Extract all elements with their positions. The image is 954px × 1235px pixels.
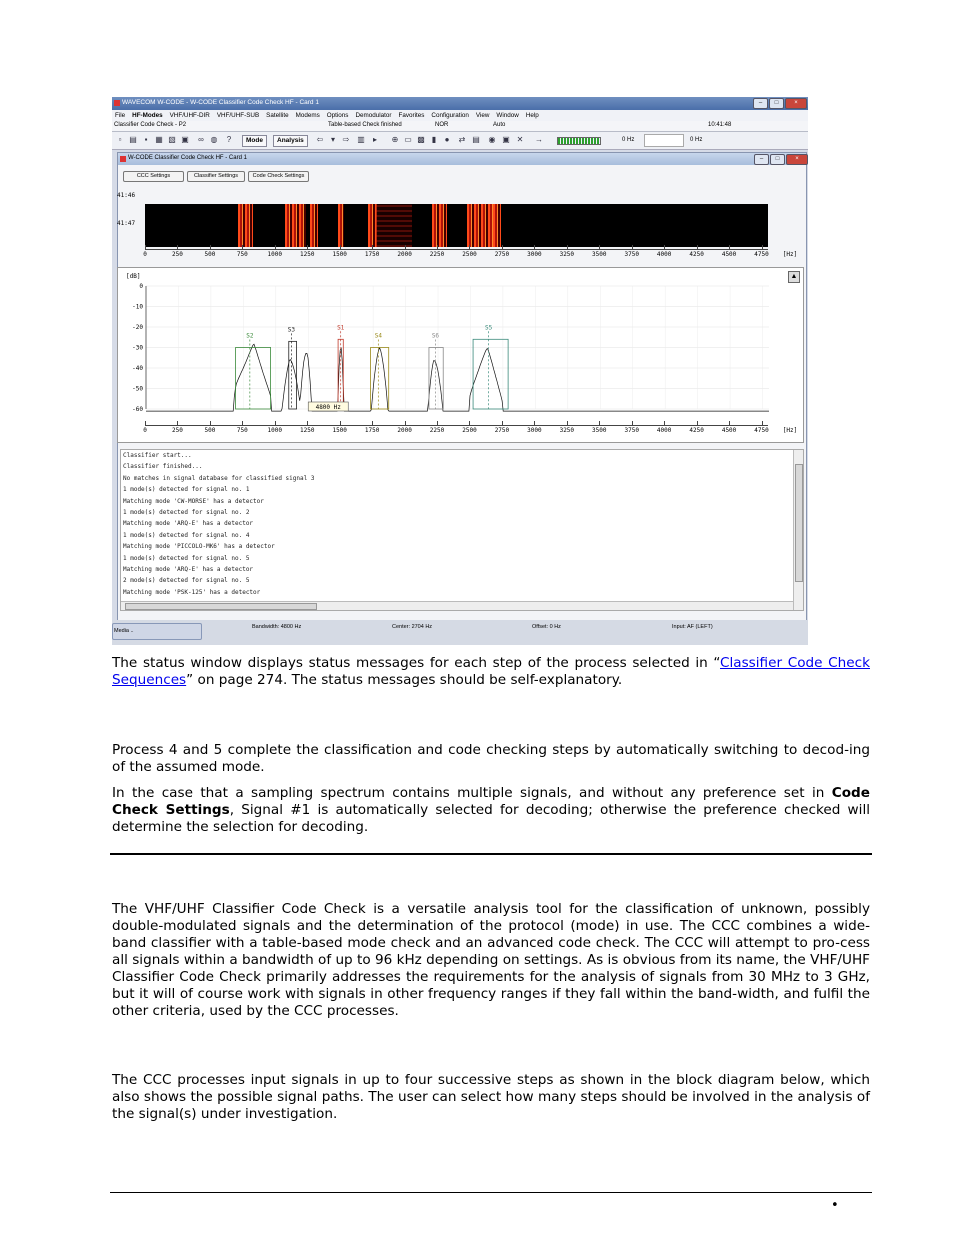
status-step: Table-based Check finished bbox=[328, 122, 402, 128]
sync-icon[interactable]: ⇄ bbox=[458, 135, 466, 144]
log-line: Classifier start... bbox=[123, 452, 192, 459]
status-log bbox=[120, 449, 804, 611]
waterfall-display bbox=[145, 204, 768, 247]
open-folder-icon[interactable]: ▤ bbox=[129, 135, 137, 144]
chevron-down-icon[interactable]: ▾ bbox=[330, 135, 335, 144]
close-icon[interactable]: × bbox=[786, 154, 808, 165]
spectrum-tick-label: 4250 bbox=[689, 427, 704, 434]
find-icon[interactable]: ◍ bbox=[210, 135, 218, 144]
ccc-window-icon bbox=[120, 156, 126, 162]
signal-label: S5 bbox=[485, 324, 493, 332]
spectrum-tick bbox=[632, 421, 633, 426]
waterfall-tick bbox=[210, 245, 211, 250]
waterfall-tick bbox=[469, 245, 470, 250]
waterfall-tick bbox=[145, 245, 146, 250]
waterfall-signal-band bbox=[310, 204, 318, 247]
signal-label: S1 bbox=[337, 324, 345, 332]
menu-bar bbox=[112, 110, 808, 121]
status-time: 10:41:48 bbox=[708, 122, 732, 128]
menu-item-options[interactable]: Options bbox=[326, 112, 349, 119]
footer-bullet: • bbox=[831, 1198, 839, 1213]
waterfall-signal-band bbox=[285, 204, 306, 247]
menu-item-view[interactable]: View bbox=[475, 112, 490, 119]
spectrum-tick-label: 1000 bbox=[267, 427, 283, 434]
waterfall-tick bbox=[567, 245, 568, 250]
input-readout: Input: AF (LEFT) bbox=[672, 624, 713, 630]
top-status-bar bbox=[112, 121, 808, 132]
waterfall-tick-label: 1750 bbox=[364, 251, 380, 258]
spectrum-tick bbox=[697, 421, 698, 426]
waterfall-signal-band bbox=[338, 204, 343, 247]
waterfall-tick bbox=[697, 245, 698, 250]
bandwidth-readout: Bandwidth: 4800 Hz bbox=[252, 624, 302, 630]
freq-readout-2: 0 Hz bbox=[690, 137, 703, 143]
signal-label: S4 bbox=[374, 332, 382, 340]
minimize-icon[interactable]: – bbox=[754, 154, 769, 165]
ccc-window-title: W-CODE Classifier Code Check HF - Card 1 bbox=[128, 155, 247, 161]
status-mode: NOR bbox=[435, 122, 449, 128]
classifier-code-check-sequences-link[interactable]: Classifier Code Check Sequences bbox=[112, 655, 870, 688]
waterfall-tick-label: 2000 bbox=[397, 251, 412, 258]
spectrum-tick-label: 4500 bbox=[721, 427, 737, 434]
db-tick-label: -40 bbox=[132, 365, 143, 372]
waterfall-tick bbox=[599, 245, 600, 250]
mode-button[interactable]: Mode bbox=[242, 135, 267, 147]
status-program: Classifier Code Check - P2 bbox=[114, 122, 187, 128]
spectrum-tick bbox=[599, 421, 600, 426]
spectrum-tick bbox=[340, 421, 341, 426]
waterfall-tick-label: 1500 bbox=[332, 251, 347, 258]
spectrum-tick-label: 3250 bbox=[559, 427, 575, 434]
menu-item-demodulator[interactable]: Demodulator bbox=[355, 112, 392, 119]
log-line: Matching mode 'ARQ-E' has a detector bbox=[123, 565, 254, 573]
marker-label: 4800 Hz bbox=[315, 404, 341, 411]
menu-item-hf-modes[interactable]: HF-Modes bbox=[132, 112, 163, 119]
spectrum-tick-label: 2250 bbox=[429, 427, 445, 434]
waterfall-signal-band bbox=[493, 204, 501, 247]
section-divider bbox=[110, 853, 872, 855]
print-preview-icon[interactable]: ▧ bbox=[168, 135, 176, 144]
p1-text-b: ” on page 274. The status messages should be self-explanatory. bbox=[186, 672, 623, 688]
back-arrow-icon[interactable]: ⇦ bbox=[316, 135, 324, 144]
waterfall-tick-label: 1250 bbox=[300, 251, 315, 258]
media-label: Media .. bbox=[114, 628, 134, 634]
signal-label: S6 bbox=[431, 332, 440, 340]
spectrum-tick bbox=[307, 421, 308, 426]
waterfall-tick bbox=[177, 245, 178, 250]
spectrum-trace bbox=[146, 344, 769, 411]
log-horizontal-scrollbar[interactable] bbox=[121, 601, 793, 610]
waterfall-tick-label: 500 bbox=[204, 251, 216, 258]
waterfall-signal-band bbox=[376, 204, 412, 247]
waterfall-tick bbox=[242, 245, 243, 250]
spectrum-panel bbox=[117, 267, 804, 443]
status-agc: Auto bbox=[493, 122, 506, 128]
waterfall-time-2: 41:47 bbox=[117, 220, 136, 227]
spectrum-plot bbox=[118, 268, 803, 442]
db-tick-label: -50 bbox=[132, 385, 143, 393]
waterfall-tick-label: 3250 bbox=[559, 251, 575, 258]
spectrum-tick-label: 750 bbox=[236, 427, 248, 434]
spectrum-tick bbox=[762, 421, 763, 426]
p1-text-a: The status window displays status messages for each step of the process selected in “ bbox=[112, 655, 720, 671]
code-check-settings-term: Code Check Settings bbox=[112, 785, 870, 818]
classifier-settings-button[interactable]: Classifier Settings bbox=[187, 171, 245, 182]
wcode-screenshot bbox=[112, 97, 808, 645]
waterfall-tick bbox=[307, 245, 308, 250]
app-logo-icon bbox=[114, 100, 120, 106]
spectrum-tick-label: 250 bbox=[172, 427, 183, 434]
waterfall-tick bbox=[762, 245, 763, 250]
waterfall-tick-label: 2500 bbox=[462, 251, 477, 258]
signal-label: S2 bbox=[246, 332, 254, 340]
waterfall-signal-band bbox=[432, 204, 448, 247]
p3-text-a: In the case that a sampling spectrum contains multiple signals, and without any preference set in bbox=[112, 785, 832, 801]
menu-item-help[interactable]: Help bbox=[525, 112, 539, 119]
waterfall-tick-label: 750 bbox=[236, 251, 248, 258]
waterfall-tick bbox=[664, 245, 665, 250]
log-line: Matching mode 'ARQ-E' has a detector bbox=[123, 520, 254, 528]
spectrum-unit-label: [Hz] bbox=[782, 427, 798, 434]
spectrum-tick-label: 1500 bbox=[332, 427, 347, 434]
spectrum-tick-label: 2750 bbox=[494, 427, 510, 434]
spectrum-tick-label: 1750 bbox=[364, 427, 380, 434]
spectrum-tick bbox=[437, 421, 438, 426]
waterfall-tick bbox=[502, 245, 503, 250]
waterfall-tick-label: 4750 bbox=[754, 251, 769, 258]
db-unit-label: [dB] bbox=[126, 273, 141, 280]
offset-readout: Offset: 0 Hz bbox=[532, 624, 561, 630]
help-icon[interactable]: ? bbox=[226, 135, 232, 144]
level-meter bbox=[557, 137, 601, 145]
record-icon[interactable]: ● bbox=[444, 135, 450, 144]
waterfall-tick-label: 3000 bbox=[527, 251, 542, 258]
spectrum-tick-label: 2500 bbox=[462, 427, 477, 434]
spectrum-tick bbox=[145, 421, 146, 426]
scroll-up-icon[interactable]: ▲ bbox=[788, 271, 800, 283]
waterfall-tick-label: 4250 bbox=[689, 251, 704, 258]
app-title: WAVECOM W-CODE - W-CODE Classifier Code Check HF - Card 1 bbox=[122, 99, 319, 106]
menu-item-satellite[interactable]: Satellite bbox=[266, 112, 289, 119]
bars-icon[interactable]: ▤ bbox=[472, 135, 480, 144]
log-vertical-scrollbar[interactable] bbox=[793, 450, 803, 610]
menu-item-favorites[interactable]: Favorites bbox=[398, 112, 425, 119]
waterfall-tick bbox=[340, 245, 341, 250]
waterfall-tick-label: 4500 bbox=[721, 251, 737, 258]
code-check-settings-button[interactable]: Code Check Settings bbox=[248, 171, 309, 182]
waterfall-tick-label: 0 bbox=[143, 251, 147, 258]
menu-item-configuration[interactable]: Configuration bbox=[431, 112, 469, 119]
db-tick-label: -60 bbox=[132, 406, 143, 413]
spectrum-tick bbox=[405, 421, 406, 426]
menu-item-modems[interactable]: Modems bbox=[295, 112, 320, 119]
spectrum-tick bbox=[469, 421, 470, 426]
center-readout: Center: 2704 Hz bbox=[392, 624, 433, 630]
menu-item-vhf-uhf-dir[interactable]: VHF/UHF-DIR bbox=[169, 112, 210, 119]
waterfall-tick bbox=[534, 245, 535, 250]
waterfall-tick bbox=[372, 245, 373, 250]
close-icon[interactable]: × bbox=[785, 98, 807, 109]
ccc-settings-button[interactable]: CCC Settings bbox=[123, 171, 184, 182]
copy-icon[interactable]: ▣ bbox=[181, 135, 189, 144]
spectrum-tick-label: 1250 bbox=[300, 427, 315, 434]
log-line: Matching mode 'PSK-125' has a detector bbox=[123, 588, 261, 596]
waterfall-time-1: 41:46 bbox=[117, 192, 136, 199]
db-tick-label: 0 bbox=[139, 283, 143, 290]
log-line: Matching mode 'PICCOLO-MK6' has a detector bbox=[123, 543, 275, 551]
bottom-status-bar bbox=[112, 620, 808, 645]
footer-rule bbox=[110, 1192, 872, 1193]
minimize-icon[interactable]: – bbox=[753, 98, 768, 109]
waterfall-tick-label: 4000 bbox=[656, 251, 672, 258]
spectrum-tick bbox=[372, 421, 373, 426]
db-tick-label: -10 bbox=[132, 303, 143, 311]
spectrum-tick bbox=[729, 421, 730, 426]
mute-icon[interactable]: ▣ bbox=[502, 135, 510, 144]
zoom-icon[interactable]: ⊕ bbox=[391, 135, 399, 144]
spectrum-tick bbox=[567, 421, 568, 426]
level-icon[interactable]: ▮ bbox=[431, 135, 437, 144]
waterfall-tick-label: 250 bbox=[172, 251, 183, 258]
app-title-bar bbox=[112, 97, 808, 110]
analysis-button[interactable]: Analysis bbox=[273, 135, 308, 147]
waterfall-signal-band bbox=[238, 204, 252, 247]
waterfall-tick-label: 2750 bbox=[494, 251, 510, 258]
spectrum-tick-label: 4000 bbox=[656, 427, 672, 434]
log-line: Classifier finished... bbox=[123, 463, 203, 471]
signal-box bbox=[236, 348, 271, 410]
close-icon[interactable]: ✕ bbox=[516, 135, 524, 144]
spectrum-tick bbox=[177, 421, 178, 426]
waterfall-tick-label: 3500 bbox=[592, 251, 607, 258]
rec-icon[interactable]: ◉ bbox=[488, 135, 496, 144]
menu-item-window[interactable]: Window bbox=[496, 112, 519, 119]
spectrum-tick-label: 3500 bbox=[592, 427, 607, 434]
binoculars-icon[interactable]: ∞ bbox=[198, 135, 204, 144]
log-line: Matching mode 'CW-MORSE' has a detector bbox=[123, 497, 264, 505]
waterfall-tick-label: 3750 bbox=[624, 251, 639, 258]
panel-icon[interactable]: ▩ bbox=[417, 135, 425, 144]
waterfall-tick bbox=[405, 245, 406, 250]
waterfall-tick-label: 1000 bbox=[267, 251, 283, 258]
maximize-icon[interactable]: □ bbox=[769, 98, 784, 109]
log-line: 1 mode(s) detected for signal no. 5 bbox=[123, 554, 250, 562]
spectrum-tick-label: 500 bbox=[204, 427, 216, 434]
paragraph-ccc-steps: The CCC processes input signals in up to four successive steps as shown in the block diagram below, which also shows the possible signal paths. The user can select how many steps should be involved in the analysis of the signal(s) under investigation. bbox=[112, 1072, 870, 1122]
monitor-icon[interactable]: ▭ bbox=[404, 135, 412, 144]
print-icon[interactable]: ▦ bbox=[155, 135, 163, 144]
spectrum-tick bbox=[502, 421, 503, 426]
waterfall-tick bbox=[437, 245, 438, 250]
ccc-window-title-bar bbox=[118, 153, 806, 165]
freq-readout-1: 0 Hz bbox=[622, 137, 635, 143]
menu-item-file[interactable]: File bbox=[115, 112, 126, 119]
spectrum-tick bbox=[242, 421, 243, 426]
log-line: 2 mode(s) detected for signal no. 5 bbox=[123, 577, 250, 585]
log-line: No matches in signal database for classified signal 3 bbox=[123, 474, 315, 482]
spectrum-tick-label: 2000 bbox=[397, 427, 412, 434]
waterfall-tick bbox=[275, 245, 276, 250]
spectrum-tick bbox=[664, 421, 665, 426]
waterfall-tick bbox=[729, 245, 730, 250]
save-icon[interactable]: ▪ bbox=[144, 135, 148, 144]
paragraph-vhf-uhf-intro: The VHF/UHF Classifier Code Check is a versatile analysis tool for the classification of unknown, possibly double-modulated signals and the determination of the protocol (mode) in use. The CCC combines a wide-band classifier with a table-based mode check and an advanced code check. The CCC will attempt to pro-cess all signals within a bandwidth of up to 96 kHz depending on settings. As is obvious from its name, the VHF/UHF Classifier Code Check primarily addresses the requirements for the analysis of signals from 30 MHz to 3 GHz, but it will of course work with signals in other frequency ranges if they fall within the band-width, and fulfil the other criteria, used by the CCC processes. bbox=[112, 901, 871, 1019]
spectrum-tick-label: 4750 bbox=[754, 427, 769, 434]
spectrum-tick-label: 3750 bbox=[624, 427, 639, 434]
freq-scale bbox=[644, 134, 684, 147]
paragraph-multiple-signals bbox=[112, 785, 870, 836]
maximize-icon[interactable]: □ bbox=[770, 154, 785, 165]
forward-arrow-icon[interactable]: ⇨ bbox=[342, 135, 350, 144]
waterfall-tick-label: 2250 bbox=[429, 251, 445, 258]
waterfall-axis-line bbox=[145, 249, 768, 250]
spectrum-tick bbox=[534, 421, 535, 426]
p3-text-b: , Signal #1 is automatically selected for decoding; otherwise the preference checked will determine the selection for decoding. bbox=[112, 802, 870, 835]
log-line: 1 mode(s) detected for signal no. 2 bbox=[123, 508, 250, 516]
spectrum-tick bbox=[275, 421, 276, 426]
play-icon[interactable]: ▸ bbox=[372, 135, 377, 144]
log-line: 1 mode(s) detected for signal no. 4 bbox=[123, 531, 250, 539]
grid-icon[interactable]: ▥ bbox=[357, 135, 365, 144]
tune-arrow-icon[interactable]: → bbox=[535, 135, 543, 144]
signal-label: S3 bbox=[287, 326, 295, 334]
log-line: 1 mode(s) detected for signal no. 1 bbox=[123, 486, 250, 494]
spectrum-tick-label: 3000 bbox=[527, 427, 542, 434]
db-tick-label: -30 bbox=[132, 344, 143, 352]
paragraph-process-4-5: Process 4 and 5 complete the classification and code checking steps by automatically switching to decod-ing of the assumed mode. bbox=[112, 742, 870, 775]
new-file-icon[interactable]: ▫ bbox=[118, 135, 122, 144]
toolbar bbox=[112, 132, 808, 150]
spectrum-tick bbox=[210, 421, 211, 426]
spectrum-axis-line bbox=[145, 425, 768, 426]
paragraph-status-window bbox=[112, 655, 870, 689]
waterfall-tick bbox=[632, 245, 633, 250]
spectrum-tick-label: 0 bbox=[143, 427, 147, 434]
menu-item-vhf-uhf-sub[interactable]: VHF/UHF-SUB bbox=[216, 112, 260, 119]
db-tick-label: -20 bbox=[132, 324, 143, 331]
waterfall-unit-label: [Hz] bbox=[782, 251, 798, 258]
